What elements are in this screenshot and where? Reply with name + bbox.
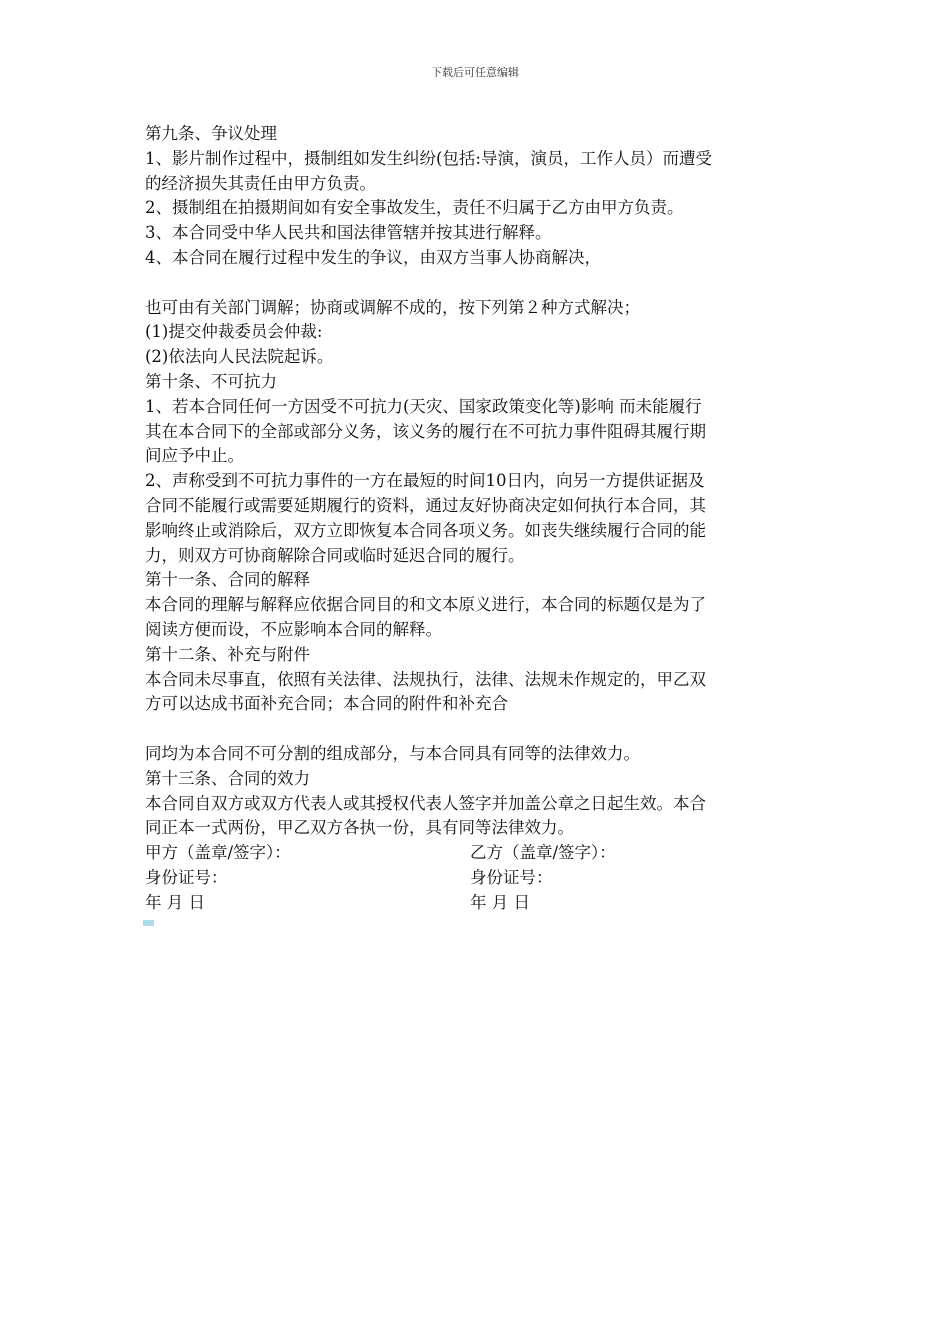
text-line: 本合同的理解与解释应依据合同目的和文本原义进行，本合同的标题仅是为了 — [145, 595, 706, 615]
text-line: 同正本一式两份，甲乙双方各执一份，具有同等法律效力。 — [145, 818, 574, 838]
text-line: 合同不能履行或需要延期履行的资料，通过友好协商决定如何执行本合同，其 — [145, 495, 706, 515]
party-a-date-label: 年 月 日 — [145, 892, 205, 912]
page-header: 下载后可任意编辑 — [431, 66, 519, 79]
contract-body — [145, 122, 810, 916]
section-heading: 第十二条、补充与附件 — [145, 644, 310, 664]
text-line: 间应予中止。 — [145, 446, 244, 466]
section-heading: 第九条、争议处理 — [145, 124, 277, 143]
text-line: 影响终止或消除后，双方立即恢复本合同各项义务。如丧失继续履行合同的能 — [145, 520, 706, 540]
text-cursor-marker — [143, 920, 154, 926]
text-line: 也可由有关部门调解；协商或调解不成的，按下列第２种方式解决； — [145, 297, 640, 317]
text-line: 1、若本合同任何一方因受不可抗力(天灾、国家政策变化等)影响 而未能履行 — [145, 396, 702, 416]
blank-line — [145, 717, 810, 742]
party-a-signature-label: 甲方（盖章/签字）： — [145, 843, 291, 863]
text-line: 本合同自双方或双方代表人或其授权代表人签字并加盖公章之日起生效。本合 — [145, 793, 706, 813]
text-line: 的经济损失其责任由甲方负责。 — [145, 173, 376, 193]
text-line: 1、影片制作过程中，摄制组如发生纠纷(包括:导演，演员，工作人员）而遭受 — [145, 148, 712, 168]
party-b-signature-label: 乙方（盖章/签字）： — [470, 843, 616, 863]
section-heading: 第十三条、合同的效力 — [145, 768, 310, 788]
text-line: (2)依法向人民法院起诉。 — [145, 347, 334, 367]
party-b-date-label: 年 月 日 — [470, 892, 530, 912]
party-a-id-label: 身份证号： — [145, 867, 228, 887]
text-line: 3、本合同受中华人民共和国法律管辖并按其进行解释。 — [145, 223, 552, 243]
text-line: 阅读方便而设，不应影响本合同的解释。 — [145, 619, 442, 639]
text-line: 4、本合同在履行过程中发生的争议，由双方当事人协商解决， — [145, 247, 601, 267]
signature-row-date — [145, 891, 810, 916]
text-line: 本合同未尽事直，依照有关法律、法规执行，法律、法规未作规定的，甲乙双 — [145, 669, 706, 689]
section-heading: 第十一条、合同的解释 — [145, 570, 310, 590]
party-b-id-label: 身份证号： — [470, 867, 553, 887]
section-heading: 第十条、不可抗力 — [145, 371, 277, 391]
text-line: 同均为本合同不可分割的组成部分，与本合同具有同等的法律效力。 — [145, 743, 640, 763]
signature-row-id — [145, 866, 810, 891]
text-line: 2、摄制组在拍摄期间如有安全事故发生，责任不归属于乙方由甲方负责。 — [145, 198, 684, 218]
text-line: 力，则双方可协商解除合同或临时延迟合同的履行。 — [145, 545, 525, 565]
signature-row-party — [145, 841, 810, 866]
text-line: 其在本合同下的全部或部分义务，该义务的履行在不可抗力事件阻碍其履行期 — [145, 421, 706, 441]
text-line: 2、声称受到不可抗力事件的一方在最短的时间10日内，向另一方提供证据及 — [145, 471, 705, 491]
text-line: (1)提交仲裁委员会仲裁: — [145, 322, 323, 342]
text-line: 方可以达成书面补充合同；本合同的附件和补充合 — [145, 694, 508, 714]
blank-line — [145, 271, 810, 296]
